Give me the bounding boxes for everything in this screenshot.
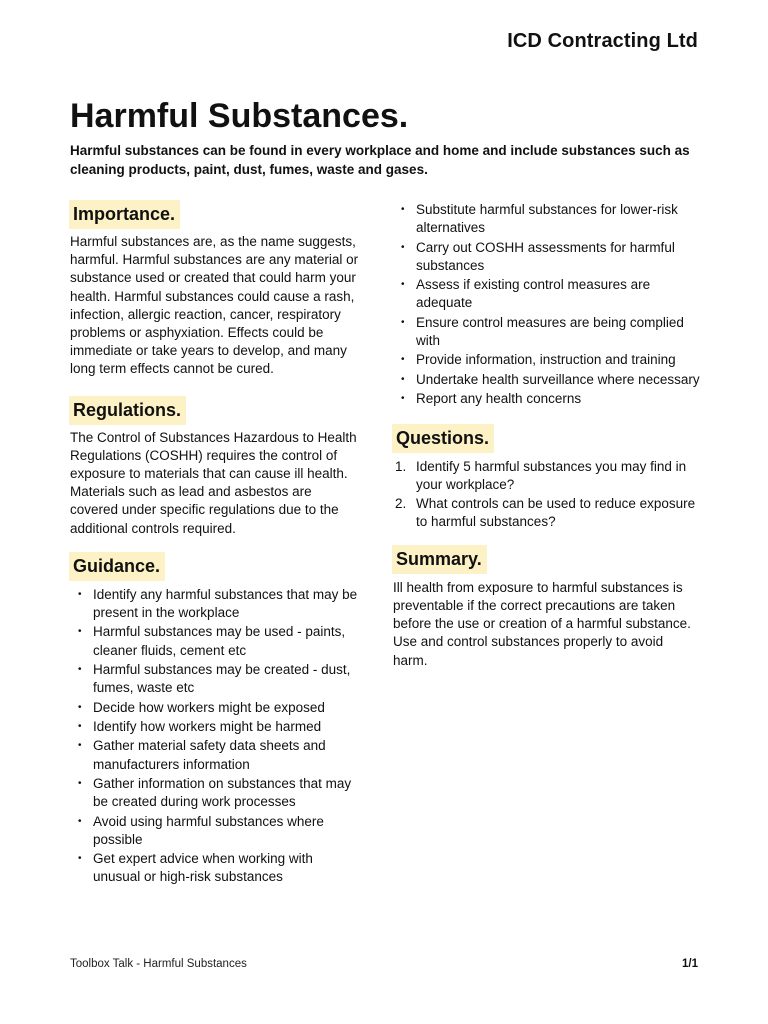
list-item: • Identify how workers might be harmed [70,718,360,736]
summary-heading: Summary. [392,545,487,574]
bullet-icon: • [401,241,405,253]
list-item: • Harmful substances may be created - dust, fumes, waste etc [78,662,351,696]
list-item: • Identify any harmful substances that may be present in the workplace [78,586,358,621]
list-item: • Carry out COSHH assessments for harmful substances [401,239,675,273]
list-item: • Harmful substances may be used - paints, cleaner fluids, cement etc [78,624,346,658]
list-item: • Ensure control measures are being complied with [401,314,684,348]
bullet-icon: • [78,626,82,638]
list-item: 1. Identify 5 harmful substances you may find in your workplace? [395,458,687,492]
bullet-icon: • [401,316,405,328]
list-item: • Get expert advice when working with unusual or high-risk substances [78,851,313,885]
list-item: • Decide how workers might be exposed [70,699,360,717]
bullet-icon: • [401,373,405,385]
questions-heading: Questions. [392,424,494,453]
page-title: Harmful Substances. [70,97,409,135]
page-number: 1/1 [682,958,698,970]
footer-title: Toolbox Talk - Harmful Substances [70,958,247,970]
list-item: 2. What controls can be used to reduce exposure to harmful substances? [395,496,696,530]
right-column [393,200,703,670]
summary-text: Ill health from exposure to harmful substances is preventable if the correct precautions are taken before the use or creation of a harmful substance. Use and control substances properly to avoid harm. [393,579,691,668]
left-column [70,200,360,888]
company-name: ICD Contracting Ltd [507,30,698,52]
bullet-icon: • [78,815,82,827]
intro-text: Harmful substances can be found in every workplace and home and include substances such as cleaning products, paint, dust, fumes, waste and gases. [70,143,690,177]
importance-heading: Importance. [69,200,180,229]
regulations-text: The Control of Substances Hazardous to Health Regulations (COSHH) requires the control of exposure to materials that can cause ill health. Materials such as lead and asbestos are covered under specific regulations due to the additional controls required. [70,429,357,536]
bullet-icon: • [78,701,82,713]
list-item: • Provide information, instruction and training [393,351,703,369]
questions-list [393,458,703,532]
list-item: • Substitute harmful substances for lower-risk alternatives [401,202,678,236]
list-item: • Assess if existing control measures are adequate [401,277,651,311]
bullet-icon: • [78,740,82,752]
bullet-icon: • [78,721,82,733]
bullet-icon: • [401,204,405,215]
bullet-icon: • [78,664,82,676]
bullet-icon: • [401,279,405,291]
list-item: • Undertake health surveillance where necessary [393,371,703,389]
bullet-icon: • [78,778,82,789]
guidance-list [70,586,360,887]
bullet-icon: • [401,354,405,366]
regulations-heading: Regulations. [69,396,186,425]
bullet-icon: • [401,393,405,405]
importance-text: Harmful substances are, as the name suggests, harmful. Harmful substances are any material or substance used or created that could harm your health. Harmful substances could cause a rash, infection, allergic reaction, cancer, respiratory problems or asphyxiation. Effects could be immediate or take years to develop, and many long term effects cannot be cured. [70,234,359,377]
guidance-list-continued [393,201,703,408]
list-item: • Gather material safety data sheets and manufacturers information [78,738,326,772]
list-item: • Avoid using harmful substances where possible [78,813,324,847]
bullet-icon: • [78,588,82,600]
guidance-heading: Guidance. [69,552,165,581]
bullet-icon: • [78,853,82,865]
list-item: • Gather information on substances that may be created during work processes [78,776,352,810]
list-item: • Report any health concerns [393,390,703,408]
